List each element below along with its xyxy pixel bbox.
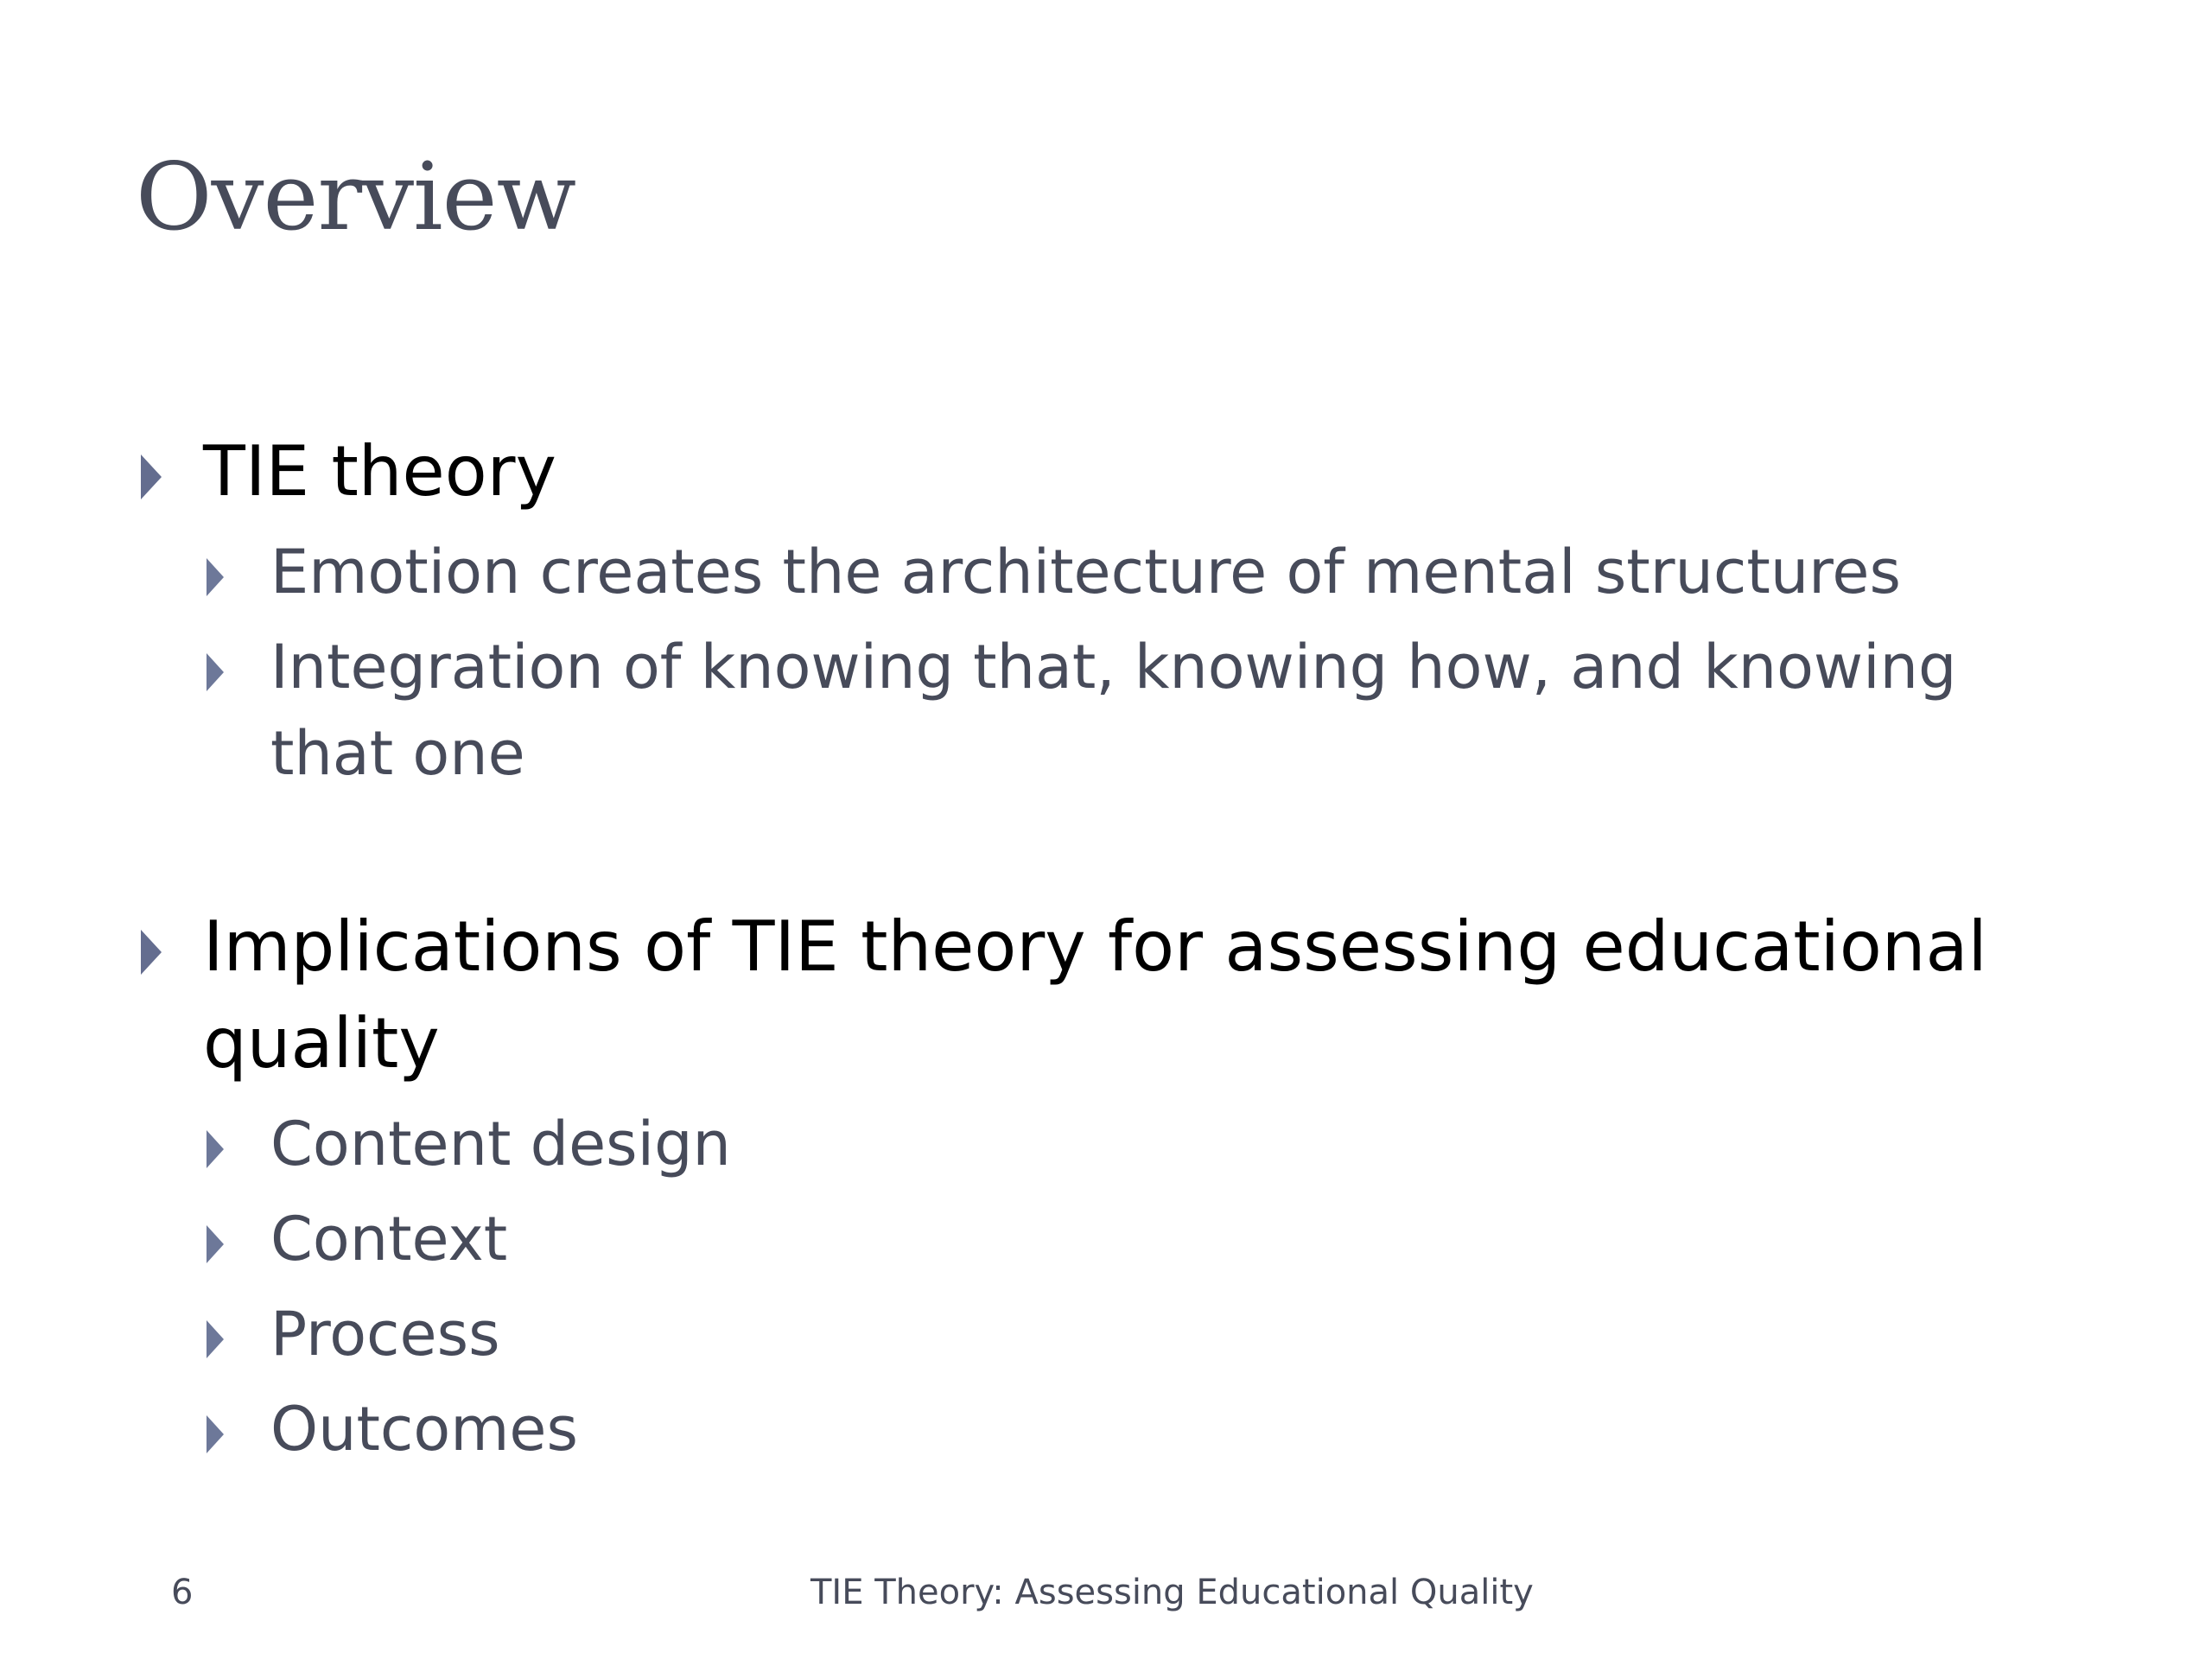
bullet-level2 xyxy=(136,624,2080,797)
bullet-level1 xyxy=(136,423,2080,520)
bullet-level2 xyxy=(136,1386,2080,1472)
triangle-right-icon xyxy=(207,558,224,596)
triangle-right-icon xyxy=(207,653,224,691)
triangle-right-icon xyxy=(207,1320,224,1358)
bullet-text: Implications of TIE theory for assessing educational quality xyxy=(203,906,1987,1084)
slide-content xyxy=(136,423,2080,1472)
bullet-text: Process xyxy=(270,1299,500,1370)
triangle-right-icon xyxy=(207,1225,224,1263)
triangle-right-icon xyxy=(207,1415,224,1453)
bullet-level2 xyxy=(136,1101,2080,1187)
bullet-level1 xyxy=(136,899,2080,1092)
bullet-text: TIE theory xyxy=(203,431,556,512)
bullet-level2 xyxy=(136,1291,2080,1377)
spacer xyxy=(136,797,2080,899)
page-number: 6 xyxy=(171,1573,194,1612)
bullet-text: Outcomes xyxy=(270,1394,578,1465)
triangle-right-icon xyxy=(141,454,162,499)
footer-text: TIE Theory: Assessing Educational Quality xyxy=(810,1573,1534,1612)
bullet-level2 xyxy=(136,529,2080,615)
bullet-text: Content design xyxy=(270,1109,731,1179)
slide-title: Overview xyxy=(136,143,576,251)
triangle-right-icon xyxy=(141,930,162,975)
triangle-right-icon xyxy=(207,1130,224,1168)
bullet-text: Emotion creates the architecture of mental structures xyxy=(270,537,1901,607)
bullet-level2 xyxy=(136,1196,2080,1282)
bullet-text: Integration of knowing that, knowing how, and knowing that one xyxy=(270,632,1957,789)
bullet-text: Context xyxy=(270,1204,508,1274)
